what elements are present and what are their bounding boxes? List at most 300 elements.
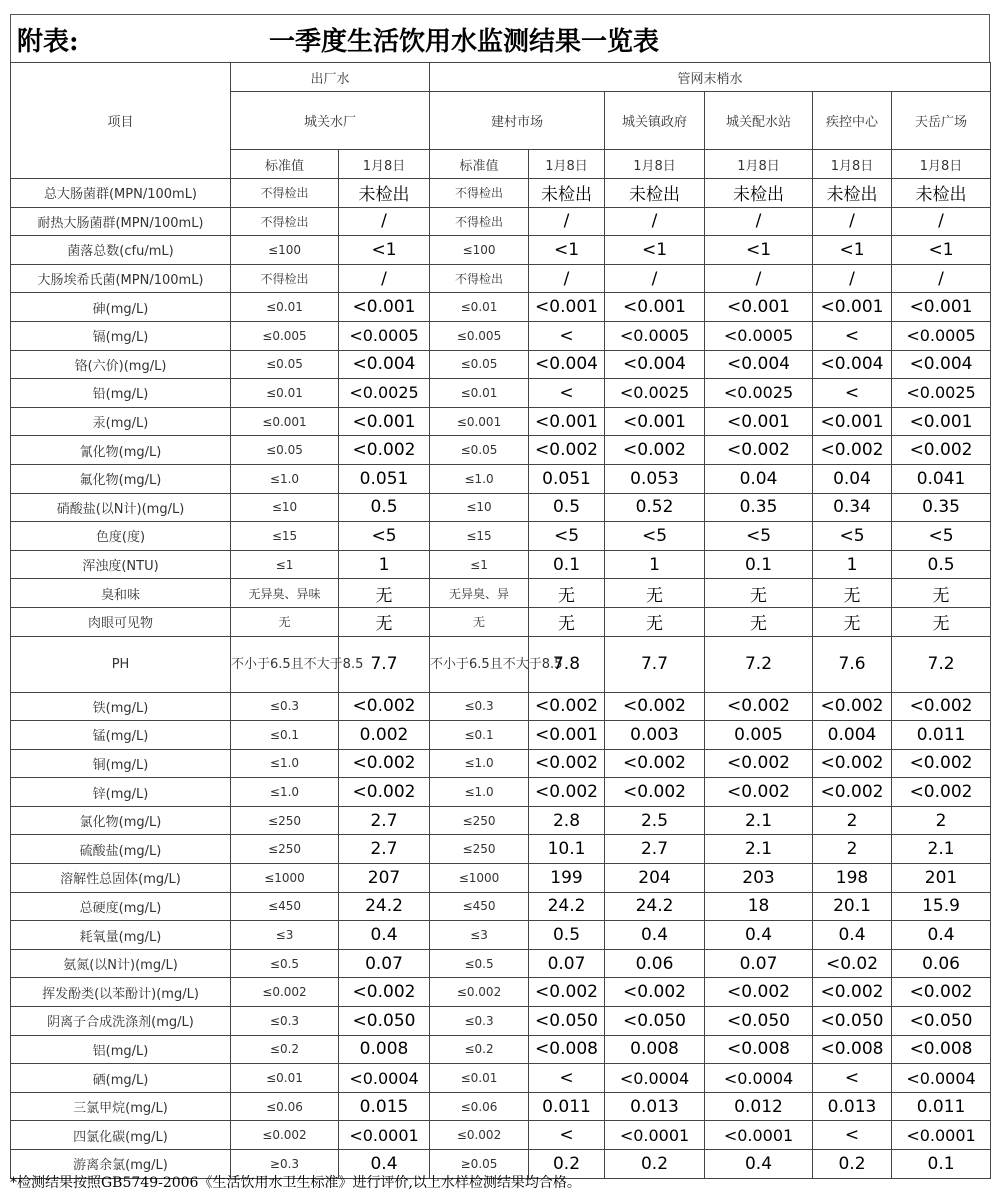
standard-cell: ≤0.5 <box>231 949 339 978</box>
result-cell: 203 <box>705 864 813 893</box>
result-cell: <0.0025 <box>605 379 705 408</box>
result-cell: <0.001 <box>605 293 705 322</box>
item-cell: 大肠埃希氏菌(MPN/100mL) <box>11 264 231 293</box>
result-cell: 2.7 <box>339 835 430 864</box>
result-cell: <0.002 <box>529 436 605 465</box>
result-cell: <0.002 <box>605 978 705 1007</box>
result-cell: 未检出 <box>813 179 892 208</box>
result-cell: 0.07 <box>705 949 813 978</box>
table-row <box>11 407 991 436</box>
result-cell: <0.001 <box>813 293 892 322</box>
result-cell: 0.06 <box>605 949 705 978</box>
site-header: 城关镇政府 <box>605 92 705 150</box>
standard-cell: ≤0.01 <box>231 379 339 408</box>
result-cell: 无 <box>813 607 892 636</box>
result-cell: <0.004 <box>892 350 991 379</box>
result-cell: <0.004 <box>605 350 705 379</box>
result-cell: <0.0004 <box>705 1064 813 1093</box>
result-cell: <1 <box>892 236 991 265</box>
standard-cell: ≤15 <box>231 522 339 551</box>
item-cell: 汞(mg/L) <box>11 407 231 436</box>
result-cell: / <box>339 207 430 236</box>
standard-cell: ≤100 <box>430 236 529 265</box>
result-cell: <0.0005 <box>705 321 813 350</box>
result-cell: <0.0005 <box>892 321 991 350</box>
result-cell: 0.5 <box>892 550 991 579</box>
table-row <box>11 1064 991 1093</box>
result-cell: 0.053 <box>605 464 705 493</box>
standard-cell: ≤0.3 <box>430 692 529 721</box>
result-cell: <0.050 <box>529 1007 605 1036</box>
result-cell: 0.06 <box>892 949 991 978</box>
result-cell: 0.2 <box>529 1150 605 1179</box>
result-cell: <0.002 <box>339 978 430 1007</box>
item-cell: 氨氮(以N计)(mg/L) <box>11 949 231 978</box>
result-cell: 未检出 <box>339 179 430 208</box>
result-cell: / <box>339 264 430 293</box>
table-row <box>11 778 991 807</box>
result-cell: 0.1 <box>529 550 605 579</box>
standard-cell: ≤15 <box>430 522 529 551</box>
item-cell: 铅(mg/L) <box>11 379 231 408</box>
result-cell: 198 <box>813 864 892 893</box>
site-header: 建村市场 <box>430 92 605 150</box>
result-cell: <0.001 <box>529 721 605 750</box>
standard-cell: ≤1.0 <box>430 749 529 778</box>
result-cell: <0.050 <box>339 1007 430 1036</box>
result-cell: 0.013 <box>813 1092 892 1121</box>
standard-cell: ≤0.05 <box>430 436 529 465</box>
result-cell: 未检出 <box>529 179 605 208</box>
standard-cell: 无异臭、异味 <box>231 579 339 608</box>
result-cell: 0.5 <box>529 493 605 522</box>
result-cell: <0.008 <box>529 1035 605 1064</box>
standard-cell: ≤0.01 <box>430 379 529 408</box>
result-cell: <5 <box>705 522 813 551</box>
standard-cell: ≤3 <box>430 921 529 950</box>
item-cell: 氯化物(mg/L) <box>11 806 231 835</box>
result-cell: <0.002 <box>705 749 813 778</box>
result-cell: <5 <box>339 522 430 551</box>
result-cell: 7.2 <box>892 636 991 692</box>
table-row <box>11 892 991 921</box>
result-cell: 207 <box>339 864 430 893</box>
result-cell: 0.07 <box>529 949 605 978</box>
standard-cell: ≤0.3 <box>430 1007 529 1036</box>
table-body <box>11 179 991 1179</box>
result-cell: 24.2 <box>605 892 705 921</box>
result-cell: 0.003 <box>605 721 705 750</box>
result-cell: 2.1 <box>892 835 991 864</box>
result-cell: 0.013 <box>605 1092 705 1121</box>
result-cell: 0.012 <box>705 1092 813 1121</box>
result-cell: 无 <box>813 579 892 608</box>
table-row <box>11 949 991 978</box>
result-cell: <0.002 <box>705 692 813 721</box>
item-cell: 色度(度) <box>11 522 231 551</box>
item-header: 项目 <box>11 63 231 179</box>
standard-cell: ≤0.1 <box>430 721 529 750</box>
result-cell: 0.04 <box>705 464 813 493</box>
table-row <box>11 293 991 322</box>
result-cell: 2 <box>813 806 892 835</box>
table-row <box>11 721 991 750</box>
result-cell: 10.1 <box>529 835 605 864</box>
result-cell: < <box>529 321 605 350</box>
result-cell: <0.0001 <box>705 1121 813 1150</box>
site-header: 城关配水站 <box>705 92 813 150</box>
table-row <box>11 921 991 950</box>
result-cell: 无 <box>529 607 605 636</box>
result-cell: 无 <box>339 579 430 608</box>
item-cell: 总大肠菌群(MPN/100mL) <box>11 179 231 208</box>
standard-cell: ≤0.002 <box>430 1121 529 1150</box>
standard-cell: ≤0.002 <box>231 1121 339 1150</box>
result-cell: <1 <box>529 236 605 265</box>
result-cell: <1 <box>605 236 705 265</box>
result-cell: 7.7 <box>605 636 705 692</box>
result-cell: / <box>813 207 892 236</box>
result-cell: < <box>813 1064 892 1093</box>
standard-cell: ≤450 <box>231 892 339 921</box>
standard-cell: ≤0.01 <box>231 1064 339 1093</box>
result-cell: 0.1 <box>892 1150 991 1179</box>
result-cell: <0.0001 <box>892 1121 991 1150</box>
table-row <box>11 1121 991 1150</box>
result-cell: <5 <box>605 522 705 551</box>
table-row <box>11 607 991 636</box>
standard-cell: ≤0.002 <box>430 978 529 1007</box>
result-cell: 0.008 <box>605 1035 705 1064</box>
result-cell: <0.002 <box>605 436 705 465</box>
result-cell: 0.051 <box>339 464 430 493</box>
result-cell: / <box>605 207 705 236</box>
standard-cell: ≤1 <box>430 550 529 579</box>
item-cell: 硫酸盐(mg/L) <box>11 835 231 864</box>
item-cell: 铜(mg/L) <box>11 749 231 778</box>
table-row <box>11 636 991 692</box>
result-cell: <5 <box>892 522 991 551</box>
result-cell: 无 <box>605 579 705 608</box>
item-cell: 锰(mg/L) <box>11 721 231 750</box>
result-cell: 无 <box>339 607 430 636</box>
result-cell: 0.1 <box>705 550 813 579</box>
result-cell: <0.002 <box>339 692 430 721</box>
result-cell: 18 <box>705 892 813 921</box>
table-row <box>11 749 991 778</box>
standard-cell: 无 <box>430 607 529 636</box>
standard-cell: ≤0.3 <box>231 1007 339 1036</box>
result-cell: / <box>529 207 605 236</box>
result-cell: 无 <box>605 607 705 636</box>
results-table <box>10 62 991 1179</box>
result-cell: <0.001 <box>892 293 991 322</box>
standard-cell: 不得检出 <box>231 179 339 208</box>
result-cell: <0.0004 <box>892 1064 991 1093</box>
standard-cell: ≤250 <box>231 806 339 835</box>
item-cell: PH <box>11 636 231 692</box>
item-cell: 锌(mg/L) <box>11 778 231 807</box>
result-cell: <0.002 <box>813 778 892 807</box>
standard-cell: ≤0.2 <box>430 1035 529 1064</box>
result-cell: <0.002 <box>339 778 430 807</box>
date-header: 1月8日 <box>339 150 430 179</box>
std-header: 标准值 <box>231 150 339 179</box>
item-cell: 浑浊度(NTU) <box>11 550 231 579</box>
result-cell: 7.7 <box>339 636 430 692</box>
item-cell: 臭和味 <box>11 579 231 608</box>
table-row <box>11 493 991 522</box>
result-cell: <0.0005 <box>339 321 430 350</box>
standard-cell: ≤0.05 <box>430 350 529 379</box>
standard-cell: ≤1000 <box>430 864 529 893</box>
result-cell: 0.5 <box>529 921 605 950</box>
standard-cell: ≤1.0 <box>231 464 339 493</box>
result-cell: 0.011 <box>529 1092 605 1121</box>
table-row <box>11 835 991 864</box>
result-cell: <0.001 <box>705 293 813 322</box>
result-cell: / <box>705 207 813 236</box>
standard-cell: ≤0.05 <box>231 436 339 465</box>
item-cell: 硒(mg/L) <box>11 1064 231 1093</box>
result-cell: 2.7 <box>339 806 430 835</box>
result-cell: <0.050 <box>705 1007 813 1036</box>
standard-cell: 不得检出 <box>430 179 529 208</box>
standard-cell: ≤1 <box>231 550 339 579</box>
result-cell: 1 <box>813 550 892 579</box>
title-bar <box>10 14 990 62</box>
result-cell: < <box>813 379 892 408</box>
result-cell: <0.002 <box>529 978 605 1007</box>
result-cell: 7.6 <box>813 636 892 692</box>
result-cell: 0.4 <box>813 921 892 950</box>
result-cell: <0.002 <box>605 778 705 807</box>
site-header: 疾控中心 <box>813 92 892 150</box>
item-cell: 耗氧量(mg/L) <box>11 921 231 950</box>
result-cell: <0.008 <box>705 1035 813 1064</box>
result-cell: 199 <box>529 864 605 893</box>
standard-cell: ≤0.5 <box>430 949 529 978</box>
result-cell: / <box>813 264 892 293</box>
title-prefix: 附表: <box>17 27 79 57</box>
result-cell: <0.002 <box>705 778 813 807</box>
result-cell: <5 <box>813 522 892 551</box>
result-cell: <0.002 <box>813 692 892 721</box>
result-cell: 0.011 <box>892 1092 991 1121</box>
result-cell: 1 <box>339 550 430 579</box>
group-outlet-header: 出厂水 <box>231 63 430 92</box>
standard-cell: ≤450 <box>430 892 529 921</box>
result-cell: 201 <box>892 864 991 893</box>
result-cell: 0.4 <box>705 1150 813 1179</box>
standard-cell: 无 <box>231 607 339 636</box>
result-cell: 0.004 <box>813 721 892 750</box>
table-row <box>11 436 991 465</box>
standard-cell: ≤250 <box>430 806 529 835</box>
item-cell: 总硬度(mg/L) <box>11 892 231 921</box>
standard-cell: ≤250 <box>430 835 529 864</box>
result-cell: 无 <box>892 579 991 608</box>
standard-cell: 不小于6.5且不大于8.5 <box>430 636 529 692</box>
result-cell: <0.008 <box>813 1035 892 1064</box>
standard-cell: ≤1.0 <box>430 464 529 493</box>
result-cell: <0.001 <box>705 407 813 436</box>
result-cell: 2 <box>813 835 892 864</box>
result-cell: <0.004 <box>339 350 430 379</box>
item-cell: 镉(mg/L) <box>11 321 231 350</box>
standard-cell: ≤10 <box>430 493 529 522</box>
standard-cell: 不得检出 <box>231 264 339 293</box>
standard-cell: 不得检出 <box>430 207 529 236</box>
table-row <box>11 207 991 236</box>
result-cell: 0.005 <box>705 721 813 750</box>
result-cell: <0.002 <box>813 436 892 465</box>
result-cell: <0.001 <box>529 407 605 436</box>
result-cell: <0.001 <box>813 407 892 436</box>
result-cell: <0.004 <box>813 350 892 379</box>
result-cell: 24.2 <box>339 892 430 921</box>
result-cell: 0.2 <box>813 1150 892 1179</box>
item-cell: 四氯化碳(mg/L) <box>11 1121 231 1150</box>
standard-cell: ≤0.002 <box>231 978 339 1007</box>
site-header: 天岳广场 <box>892 92 991 150</box>
item-cell: 耐热大肠菌群(MPN/100mL) <box>11 207 231 236</box>
item-cell: 铁(mg/L) <box>11 692 231 721</box>
result-cell: <0.001 <box>892 407 991 436</box>
result-cell: <0.0004 <box>339 1064 430 1093</box>
item-cell: 游离余氯(mg/L) <box>11 1150 231 1179</box>
table-row <box>11 236 991 265</box>
item-cell: 菌落总数(cfu/mL) <box>11 236 231 265</box>
item-cell: 溶解性总固体(mg/L) <box>11 864 231 893</box>
result-cell: < <box>813 1121 892 1150</box>
result-cell: 0.5 <box>339 493 430 522</box>
result-cell: <0.004 <box>529 350 605 379</box>
result-cell: / <box>892 207 991 236</box>
result-cell: <0.0004 <box>605 1064 705 1093</box>
table-row <box>11 692 991 721</box>
result-cell: <1 <box>705 236 813 265</box>
result-cell: / <box>705 264 813 293</box>
standard-cell: ≤1000 <box>231 864 339 893</box>
standard-cell: ≤3 <box>231 921 339 950</box>
result-cell: 未检出 <box>605 179 705 208</box>
table-row <box>11 522 991 551</box>
table-row <box>11 464 991 493</box>
standard-cell: ≤0.01 <box>430 1064 529 1093</box>
result-cell: < <box>529 1064 605 1093</box>
item-cell: 肉眼可见物 <box>11 607 231 636</box>
result-cell: 0.002 <box>339 721 430 750</box>
standard-cell: ≤10 <box>231 493 339 522</box>
result-cell: <5 <box>529 522 605 551</box>
result-cell: <1 <box>813 236 892 265</box>
standard-cell: ≤0.005 <box>430 321 529 350</box>
result-cell: <0.002 <box>605 749 705 778</box>
standard-cell: ≤1.0 <box>231 749 339 778</box>
result-cell: 0.35 <box>892 493 991 522</box>
result-cell: 0.35 <box>705 493 813 522</box>
result-cell: < <box>529 379 605 408</box>
result-cell: <0.050 <box>892 1007 991 1036</box>
result-cell: <0.002 <box>892 749 991 778</box>
result-cell: <0.002 <box>529 749 605 778</box>
result-cell: <0.02 <box>813 949 892 978</box>
result-cell: 0.4 <box>605 921 705 950</box>
result-cell: 204 <box>605 864 705 893</box>
result-cell: 0.4 <box>892 921 991 950</box>
standard-cell: ≤0.001 <box>231 407 339 436</box>
result-cell: / <box>605 264 705 293</box>
standard-cell: ≤0.06 <box>231 1092 339 1121</box>
result-cell: <0.001 <box>339 293 430 322</box>
table-row <box>11 350 991 379</box>
result-cell: 0.34 <box>813 493 892 522</box>
result-cell: 24.2 <box>529 892 605 921</box>
standard-cell: ≤0.2 <box>231 1035 339 1064</box>
standard-cell: ≤0.06 <box>430 1092 529 1121</box>
result-cell: 2.8 <box>529 806 605 835</box>
site-header: 城关水厂 <box>231 92 430 150</box>
result-cell: <0.002 <box>892 978 991 1007</box>
result-cell: <0.001 <box>529 293 605 322</box>
result-cell: <0.0025 <box>339 379 430 408</box>
table-row <box>11 864 991 893</box>
item-cell: 挥发酚类(以苯酚计)(mg/L) <box>11 978 231 1007</box>
standard-cell: 不得检出 <box>231 207 339 236</box>
standard-cell: 不小于6.5且不大于8.5 <box>231 636 339 692</box>
item-cell: 三氯甲烷(mg/L) <box>11 1092 231 1121</box>
page-title: 一季度生活饮用水监测结果一览表 <box>269 27 660 57</box>
table-row <box>11 579 991 608</box>
item-cell: 阴离子合成洗涤剂(mg/L) <box>11 1007 231 1036</box>
footnote: *检测结果按照GB5749-2006《生活饮用水卫生标准》进行评价,以上水样检测结果均合格。 <box>10 1175 581 1191</box>
std-header: 标准值 <box>430 150 529 179</box>
date-header: 1月8日 <box>705 150 813 179</box>
result-cell: 0.008 <box>339 1035 430 1064</box>
standard-cell: ≤0.001 <box>430 407 529 436</box>
result-cell: <0.0001 <box>605 1121 705 1150</box>
standard-cell: ≤0.01 <box>430 293 529 322</box>
result-cell: 2 <box>892 806 991 835</box>
item-cell: 硝酸盐(以N计)(mg/L) <box>11 493 231 522</box>
result-cell: <0.002 <box>705 978 813 1007</box>
standard-cell: ≤0.01 <box>231 293 339 322</box>
standard-cell: ≥0.05 <box>430 1150 529 1179</box>
result-cell: <0.001 <box>605 407 705 436</box>
table-row <box>11 1007 991 1036</box>
group-network-header: 管网末梢水 <box>430 63 991 92</box>
result-cell: 0.2 <box>605 1150 705 1179</box>
result-cell: 0.011 <box>892 721 991 750</box>
result-cell: <0.0001 <box>339 1121 430 1150</box>
result-cell: 0.041 <box>892 464 991 493</box>
result-cell: 未检出 <box>892 179 991 208</box>
result-cell: <0.002 <box>892 692 991 721</box>
result-cell: 2.7 <box>605 835 705 864</box>
result-cell: 无 <box>705 607 813 636</box>
result-cell: 0.4 <box>339 921 430 950</box>
table-row <box>11 379 991 408</box>
item-cell: 铬(六价)(mg/L) <box>11 350 231 379</box>
result-cell: 0.4 <box>339 1150 430 1179</box>
result-cell: 无 <box>892 607 991 636</box>
result-cell: 2.5 <box>605 806 705 835</box>
table-row <box>11 321 991 350</box>
standard-cell: ≤1.0 <box>430 778 529 807</box>
date-header: 1月8日 <box>813 150 892 179</box>
result-cell: 15.9 <box>892 892 991 921</box>
